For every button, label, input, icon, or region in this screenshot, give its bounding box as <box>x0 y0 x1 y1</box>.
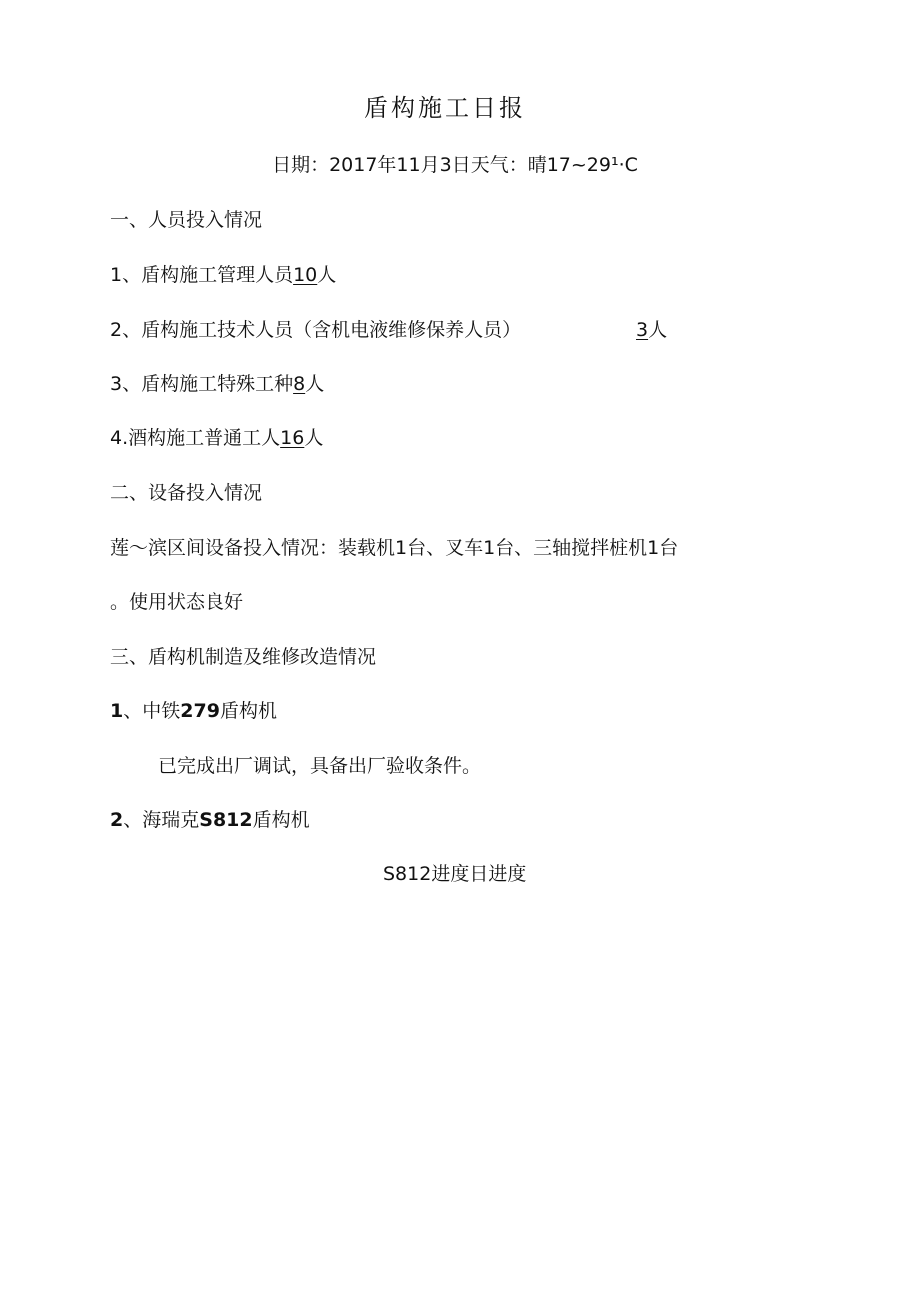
machine-item-1-separator: 、 <box>123 700 143 722</box>
personnel-item-4-unit: 人 <box>304 427 324 449</box>
section2-heading: 二、设备投入情况 <box>110 482 263 504</box>
personnel-item-1-count: 10 <box>293 264 318 286</box>
personnel-item-3-label: 3、盾构施工特殊工种 <box>110 373 294 395</box>
date-weather-line: 日期：2017年11月3日天气：晴17~29¹·C <box>272 154 638 176</box>
equipment-line-1: 莲〜滨区间设备投入情况：装载机1台、叉车1台、三轴搅拌桩机1台 <box>110 537 679 559</box>
machine-item-1 <box>110 699 277 723</box>
section3-heading: 三、盾构机制造及维修改造情况 <box>110 646 377 668</box>
machine-item-1-type: 盾构机 <box>219 700 277 722</box>
personnel-item-2-count: 3 <box>636 319 649 341</box>
personnel-item-3 <box>110 372 324 396</box>
machine-item-1-model: 279 <box>180 700 220 722</box>
personnel-item-1 <box>110 263 336 287</box>
machine-item-1-note: 已完成出厂调试，具备出厂验收条件。 <box>158 755 482 777</box>
personnel-item-2-label: 2、盾构施工技术人员（含机电液维修保养人员） <box>110 319 522 341</box>
machine-item-2-model: S812 <box>199 809 253 831</box>
machine-item-1-number: 1 <box>110 700 124 722</box>
machine-item-2-progress-heading: S812进度日进度 <box>383 863 527 885</box>
personnel-item-2 <box>110 318 521 342</box>
machine-item-2 <box>110 808 310 832</box>
machine-item-1-maker: 中铁 <box>142 700 181 722</box>
personnel-item-3-count: 8 <box>293 373 306 395</box>
page-title: 盾构施工日报 <box>364 94 526 122</box>
machine-item-2-number: 2 <box>110 809 124 831</box>
machine-item-2-type: 盾构机 <box>252 809 310 831</box>
personnel-item-2-unit: 人 <box>648 319 668 341</box>
personnel-item-4-count: 16 <box>280 427 305 449</box>
personnel-item-3-unit: 人 <box>305 373 325 395</box>
personnel-item-1-unit: 人 <box>317 264 337 286</box>
personnel-item-4 <box>110 426 323 450</box>
machine-item-2-separator: 、 <box>123 809 143 831</box>
personnel-item-4-label: 4.酒构施工普通工人 <box>110 427 281 449</box>
equipment-line-2: 。使用状态良好 <box>110 591 244 613</box>
personnel-item-2-value <box>636 318 667 342</box>
personnel-item-1-label: 1、盾构施工管理人员 <box>110 264 294 286</box>
machine-item-2-maker: 海瑞克 <box>142 809 200 831</box>
section1-heading: 一、人员投入情况 <box>110 209 263 231</box>
